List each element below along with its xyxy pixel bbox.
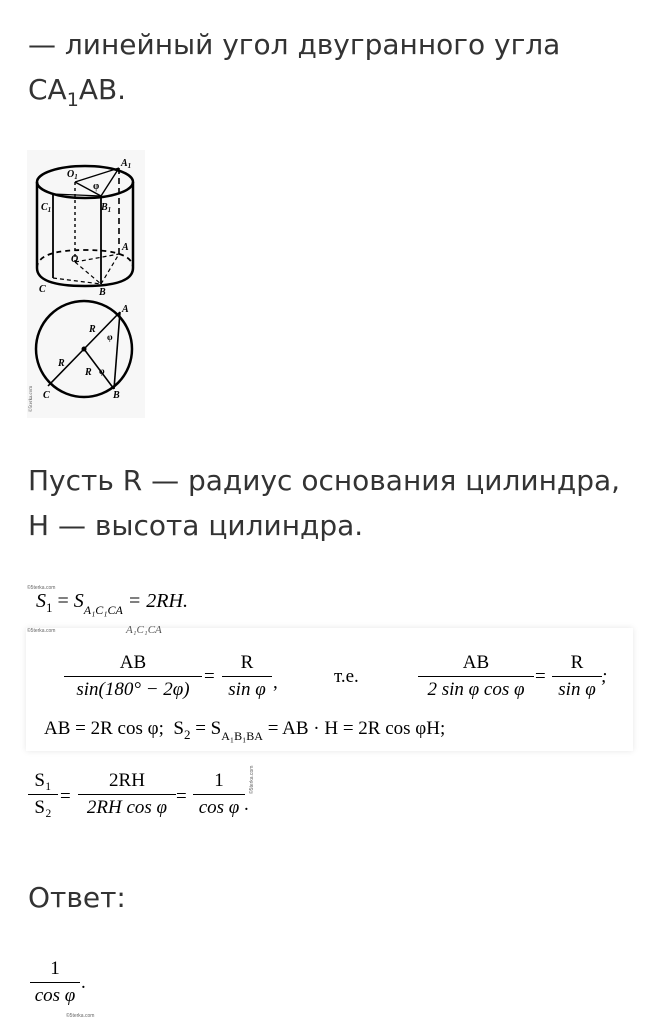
label-o: O xyxy=(71,254,79,265)
ie-text: т.е. xyxy=(334,666,359,687)
fraction-ab-over-sin: AB sin(180° − 2φ) xyxy=(64,652,202,701)
label-c1: $C_1$ xyxy=(41,202,52,214)
label-a: A xyxy=(122,242,129,253)
cylinder-figure xyxy=(27,150,145,418)
label-a1: $A_1$ xyxy=(121,158,132,170)
circle-label-r1: R xyxy=(89,324,96,335)
circle-label-phi1: φ xyxy=(107,332,113,342)
label-o1: $O_1$ xyxy=(67,169,78,181)
circle-label-phi2: φ xyxy=(99,366,105,376)
label-b1: $B_1$ xyxy=(101,202,112,214)
label-b: B xyxy=(99,287,106,298)
formula-line-ab-s2: AB = 2R cos φ; $S_2 = S_{A_1B_1BA}$ = AB · H = 2R cos φH; xyxy=(44,718,446,743)
answer-fraction: 1 cos φ xyxy=(30,958,80,1007)
circle-label-c: C xyxy=(43,390,50,401)
text-line-2: $CA_1AB$. xyxy=(28,73,127,111)
answer-label: Ответ: xyxy=(28,881,126,914)
text-para-2-line-1: Пусть R — радиус основания цилиндра, xyxy=(28,464,621,497)
label-c: C xyxy=(39,284,46,295)
circle-label-r3: R xyxy=(85,367,92,378)
fraction-r-over-sinphi-2: R sin φ xyxy=(552,652,602,701)
cropped-top-text: A₁C₁CA xyxy=(126,624,162,636)
fraction-r-over-sinphi: R sin φ xyxy=(222,652,272,701)
fraction-2rh: 2RH 2RH cos φ xyxy=(78,770,176,819)
answer-formula: 1 cos φ . ©5terka.com xyxy=(26,956,96,1020)
cylinder-diagram xyxy=(27,150,145,418)
circle-label-a: A xyxy=(122,304,129,315)
formula-area-s1 xyxy=(26,585,250,619)
fraction-s1-s2: S₁ S₂ xyxy=(28,770,58,819)
text-para-2-line-2: H — высота цилиндра. xyxy=(28,509,364,542)
label-phi-top: φ xyxy=(93,181,100,192)
formula1-watermark: ©5terka.com xyxy=(27,585,56,591)
circle-label-r2: R xyxy=(58,358,65,369)
text-line-1 xyxy=(28,22,560,67)
fraction-ab-over-2sincos: AB 2 sin φ cos φ xyxy=(418,652,534,701)
formula-block-sine-theorem: ©5terka.com A₁C₁CA AB sin(180° − 2φ) = R sin φ , т.е. AB 2 sin φ cos φ = R sin φ ; AB = 2R cos φ; $S_2 = S_{A_1B_1BA}$ = AB · H = 2R cos φH; xyxy=(26,628,633,751)
figure-watermark: ©5terka.com xyxy=(29,385,34,412)
formula1-content: $S_1 = S_{A_1C_1CA} = 2RH$. xyxy=(36,590,188,617)
circle-label-b: B xyxy=(113,390,120,401)
formula-ratio: S₁ S₂ = 2RH 2RH cos φ = 1 cos φ . ©5terka.com xyxy=(26,764,260,837)
fraction-1-over-cos: 1 cos φ xyxy=(193,770,245,819)
text-line-1-content: — линейный угол двугранного угла xyxy=(28,28,561,61)
